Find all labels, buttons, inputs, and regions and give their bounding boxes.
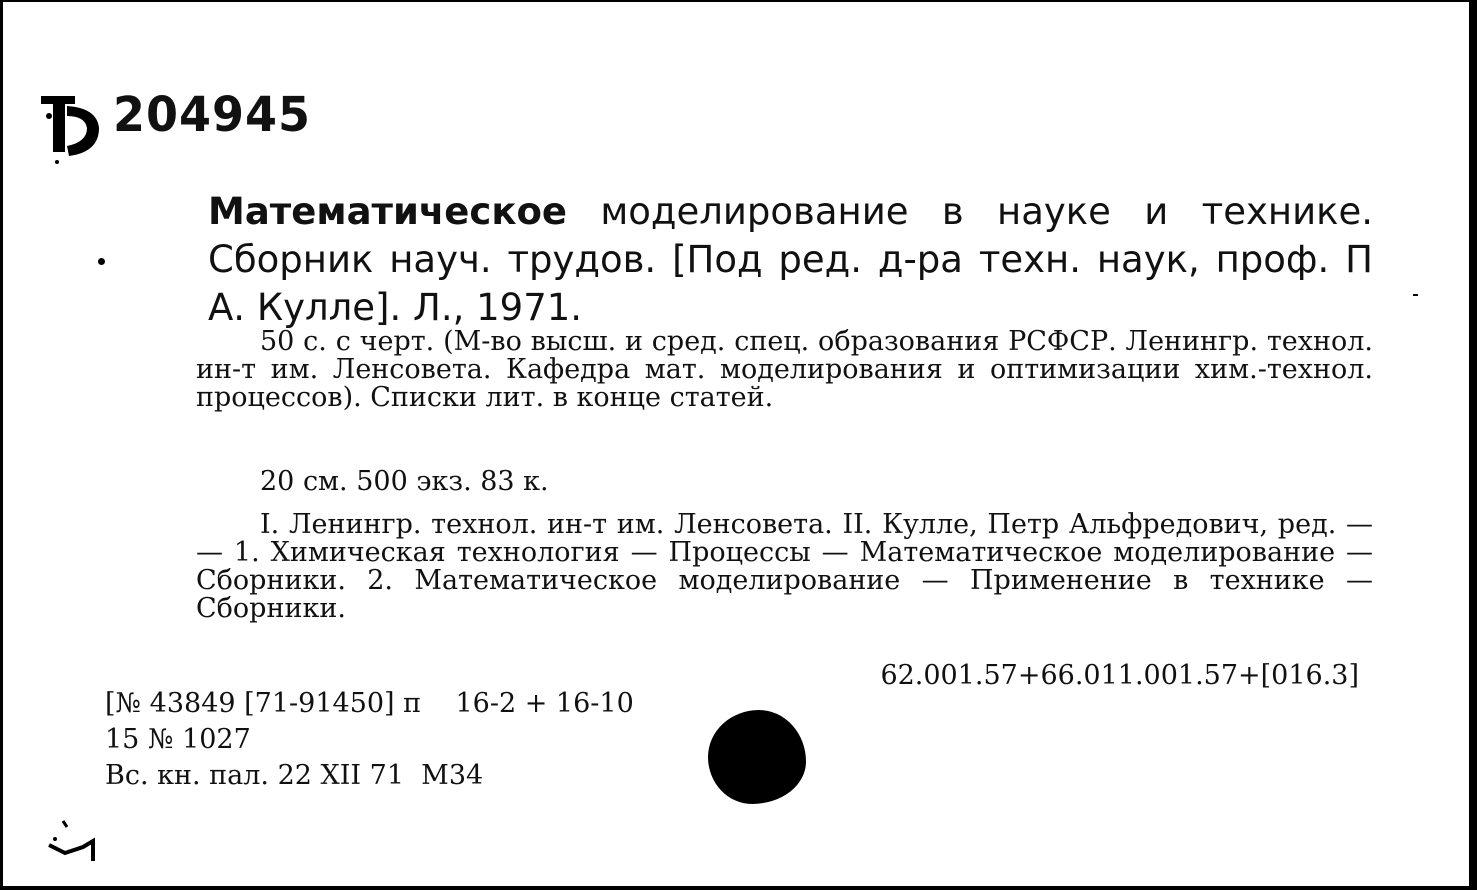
corner-mark-icon	[43, 817, 113, 867]
collation-text: 50 с. с черт. (М-во высш. и сред. спец. образования РСФСР. Ленингр. технол. ин-т им. Ленсовета. Кафедра мат. моделирования и оптимизации хим.-технол. процессов). Списки лит. в конце статей.	[196, 326, 1373, 413]
registration-block	[105, 686, 634, 794]
collation-note	[196, 328, 1373, 412]
registration-line-2: 15 № 1027	[105, 724, 251, 755]
inventory-number: 204945	[113, 86, 312, 143]
title-statement	[208, 188, 1373, 332]
size-line: 20 см. 500 экз. 83 к.	[260, 466, 549, 497]
margin-tick	[1413, 294, 1418, 296]
registration-line-3: Вс. кн. пал. 22 XII 71 М34	[105, 760, 484, 791]
subject-headings	[196, 511, 1373, 623]
classification-index: 62.001.57+66.011.001.57+[016.3]	[880, 660, 1359, 691]
punch-hole	[708, 710, 806, 804]
library-stamp-icon	[37, 86, 109, 166]
subject-text: I. Ленингр. технол. ин-т им. Ленсовета. II. Кулле, Петр Альфредович, ред. — — 1. Химическая технология — Процессы — Математическое моделирование — Сборники. 2. Математическое моделирование — Применение в технике — Сборники.	[196, 509, 1373, 624]
registration-line-1: [№ 43849 [71-91450] п 16-2 + 16-10	[105, 688, 634, 719]
title-heading-word: Математическое	[208, 190, 567, 233]
margin-dot	[98, 258, 105, 265]
title-text: моделирование в науке и технике. Сборник науч. трудов. [Под ред. д-ра техн. наук, проф. П А. Кулле]. Л., 1971.	[208, 190, 1373, 329]
